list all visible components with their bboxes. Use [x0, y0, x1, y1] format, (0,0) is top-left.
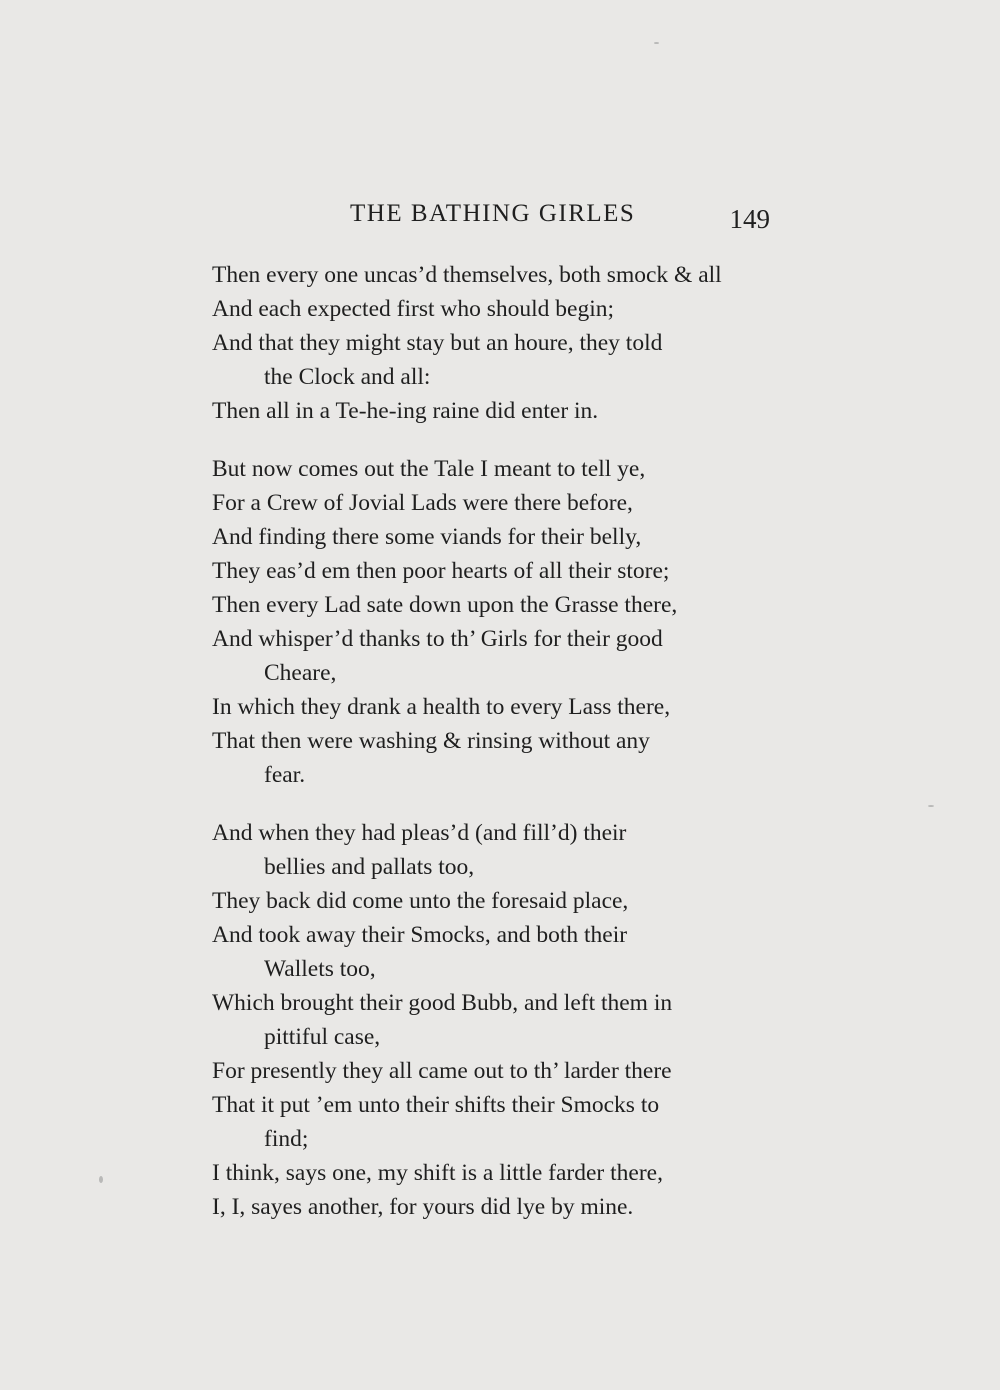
stanza — [212, 258, 782, 428]
stanza-break — [212, 428, 782, 452]
poem-line: And when they had pleas’d (and fill’d) their — [212, 820, 627, 846]
poem-line: That it put ’em unto their shifts their Smocks to — [212, 1092, 660, 1118]
poem-line-continuation: pittiful case, — [264, 1024, 381, 1050]
page-number: 149 — [729, 204, 770, 234]
running-title: THE BATHING GIRLES — [350, 200, 636, 227]
poem-line: For a Crew of Jovial Lads were there before, — [212, 490, 633, 516]
poem-line: And whisper’d thanks to th’ Girls for their good — [212, 626, 663, 652]
stanza — [212, 816, 782, 1224]
poem-line: And took away their Smocks, and both their — [212, 922, 628, 948]
poem-line-continuation: fear. — [264, 762, 306, 788]
poem-line-continuation: bellies and pallats too, — [264, 854, 475, 880]
poem-line-continuation: find; — [264, 1126, 309, 1152]
poem-line: Which brought their good Bubb, and left them in — [212, 990, 673, 1016]
poem-line: I think, says one, my shift is a little farder there, — [212, 1160, 663, 1186]
paper-speck — [928, 805, 934, 807]
poem-line: And that they might stay but an houre, they told — [212, 330, 663, 356]
poem-line: And finding there some viands for their belly, — [212, 524, 642, 550]
poem-line: In which they drank a health to every Lass there, — [212, 694, 671, 720]
poem-line: Then every Lad sate down upon the Grasse there, — [212, 592, 678, 618]
running-head — [340, 200, 770, 240]
poem-line-continuation: the Clock and all: — [264, 364, 431, 390]
paper-speck — [99, 1176, 103, 1183]
poem-line: I, I, sayes another, for yours did lye by mine. — [212, 1194, 634, 1220]
poem-body — [212, 258, 782, 1224]
paper-speck — [654, 42, 659, 44]
poem-line: They back did come unto the foresaid place, — [212, 888, 629, 914]
poem-line: That then were washing & rinsing without any — [212, 728, 650, 754]
poem-line: They eas’d em then poor hearts of all their store; — [212, 558, 670, 584]
poem-line: And each expected first who should begin; — [212, 296, 615, 322]
poem-line: For presently they all came out to th’ larder there — [212, 1058, 672, 1084]
stanza — [212, 452, 782, 792]
poem-line: Then all in a Te-he-ing raine did enter in. — [212, 398, 599, 424]
poem-line-continuation: Wallets too, — [264, 956, 376, 982]
poem-line: But now comes out the Tale I meant to tell ye, — [212, 456, 646, 482]
poem-line: Then every one uncas’d themselves, both smock & all — [212, 262, 722, 288]
stanza-break — [212, 792, 782, 816]
poem-line-continuation: Cheare, — [264, 660, 337, 686]
